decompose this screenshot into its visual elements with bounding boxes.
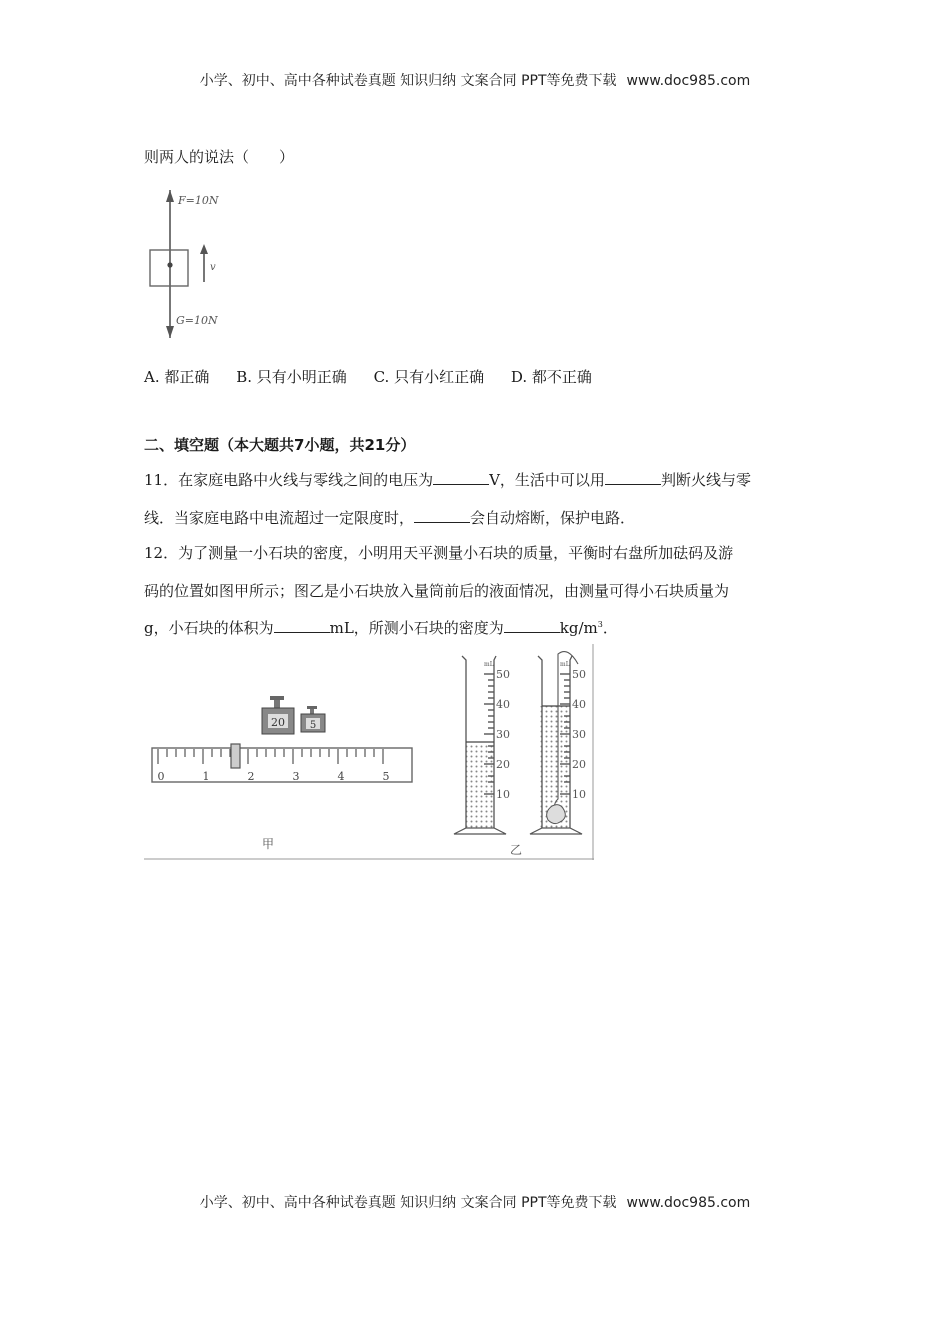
rider-scale (152, 748, 412, 782)
rider-slider (231, 744, 240, 768)
svg-text:v: v (210, 262, 216, 273)
velocity-arrow-icon (200, 244, 208, 254)
svg-text:40: 40 (572, 698, 586, 711)
svg-text:20: 20 (496, 758, 510, 771)
page-header (0, 70, 950, 90)
question-10-options (144, 366, 614, 387)
question-11-line-2: 线．当家庭电路中电流超过一定限度时， 会自动熔断，保护电路． (144, 509, 636, 527)
svg-text:50: 50 (496, 668, 510, 681)
footer-url[interactable]: www.doc985.com (626, 1195, 751, 1211)
svg-text:mL: mL (484, 661, 494, 668)
question-11-line-1: 11．在家庭电路中火线与零线之间的电压为 V，生活中可以用 判断火线与零 (144, 471, 751, 489)
answer-blank[interactable] (504, 618, 560, 633)
option-b[interactable]: B. 只有小明正确 (236, 368, 347, 386)
svg-text:F=10N: F=10N (178, 194, 219, 207)
svg-text:2: 2 (247, 770, 255, 783)
weight-20g-icon (262, 696, 294, 734)
force-diagram (144, 188, 228, 340)
footer-text: 小学、初中、高中各种试卷真题 知识归纳 文案合同 PPT等免费下载 (199, 1195, 617, 1211)
svg-text:3: 3 (292, 770, 300, 783)
cylinder-after (530, 652, 586, 834)
svg-text:5: 5 (309, 720, 317, 731)
svg-text:0: 0 (157, 770, 165, 783)
header-text: 小学、初中、高中各种试卷真题 知识归纳 文案合同 PPT等免费下载 (199, 73, 617, 89)
answer-blank[interactable] (605, 470, 661, 485)
svg-text:30: 30 (572, 728, 586, 741)
svg-text:10: 10 (496, 788, 510, 801)
weight-5g-icon (301, 706, 325, 732)
svg-text:30: 30 (496, 728, 510, 741)
svg-text:5: 5 (382, 770, 390, 783)
option-d[interactable]: D. 都不正确 (510, 368, 592, 386)
svg-text:mL: mL (560, 661, 570, 668)
svg-text:甲: 甲 (262, 837, 275, 851)
option-a[interactable]: A. 都正确 (144, 368, 210, 386)
cylinder-before (454, 656, 510, 834)
section-2-title: 二、填空题（本大题共7小题，共21分） (144, 436, 416, 454)
arrow-up-icon (166, 190, 174, 202)
svg-text:20: 20 (271, 716, 285, 729)
svg-text:乙: 乙 (510, 843, 523, 857)
svg-text:4: 4 (337, 770, 345, 783)
question-10-stem-tail: 则两人的说法（ ） (144, 148, 295, 166)
answer-blank[interactable] (274, 618, 330, 633)
option-c[interactable]: C. 只有小红正确 (373, 368, 485, 386)
question-12-line-3: g，小石块的体积为 mL，所测小石块的密度为 $kg/m^3$． (144, 619, 618, 637)
answer-blank[interactable] (433, 470, 489, 485)
svg-text:G=10N: G=10N (176, 314, 218, 327)
question-12-line-2: 码的位置如图甲所示；图乙是小石块放入量筒前后的液面情况，由测量可得小石块质量为 (144, 582, 730, 600)
header-url[interactable]: www.doc985.com (626, 73, 751, 89)
answer-blank[interactable] (414, 508, 470, 523)
arrow-down-icon (166, 326, 174, 338)
cylinders-figure-yi (444, 644, 594, 860)
svg-text:1: 1 (202, 770, 210, 783)
svg-text:50: 50 (572, 668, 586, 681)
svg-text:10: 10 (572, 788, 586, 801)
balance-figure-jia (144, 648, 444, 860)
svg-text:40: 40 (496, 698, 510, 711)
page-footer (0, 1192, 950, 1212)
svg-text:20: 20 (572, 758, 586, 771)
question-12-line-1: 12．为了测量一小石块的密度，小明用天平测量小石块的质量，平衡时右盘所加砝码及游 (144, 544, 734, 562)
